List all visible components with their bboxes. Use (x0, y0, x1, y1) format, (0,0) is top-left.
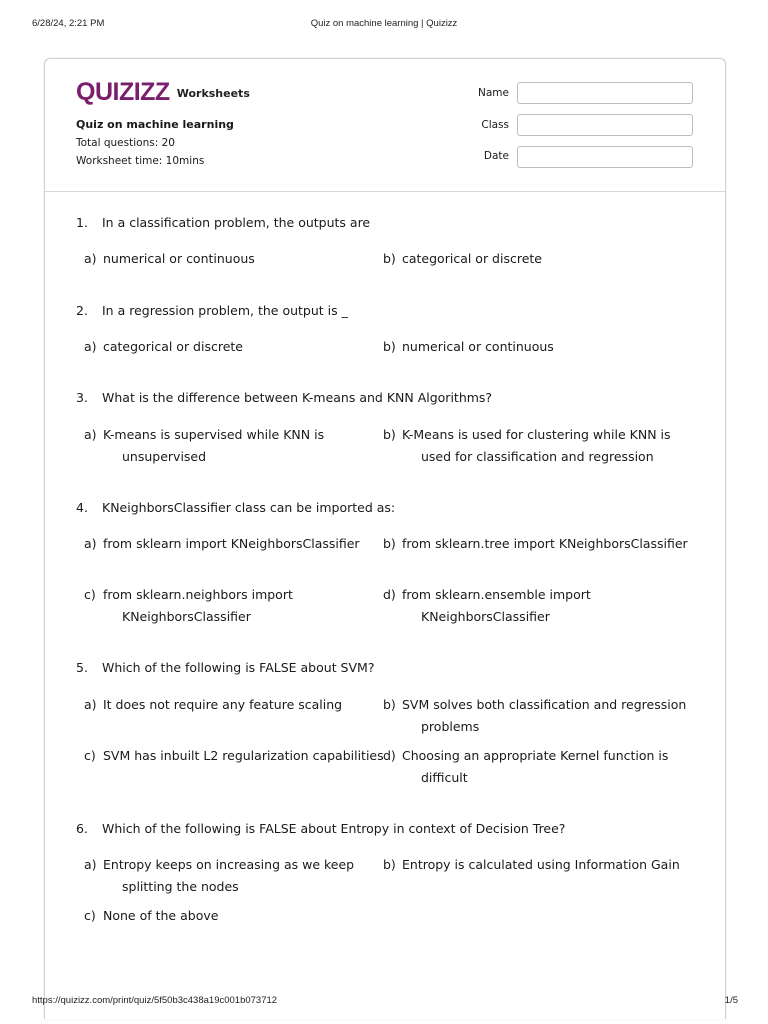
option-4d: d) from sklearn.ensemble import KNeighborsClassifier (383, 587, 591, 624)
option-3b: b) K-Means is used for clustering while KNN is used for classification and regression (383, 427, 671, 464)
question-number: 1. (76, 215, 88, 230)
name-label: Name (478, 87, 509, 99)
print-doc-title: Quiz on machine learning | Quizizz (310, 18, 458, 29)
option-4b: b) from sklearn.tree import KNeighborsClassifier (383, 536, 688, 551)
option-text: from sklearn.neighbors import KNeighborsClassifier (103, 587, 293, 624)
option-6a: a) Entropy keeps on increasing as we keep splitting the nodes (84, 857, 355, 894)
name-field[interactable] (517, 82, 693, 104)
option-text: numerical or continuous (402, 339, 554, 354)
option-text: Choosing an appropriate Kernel function is difficult (402, 748, 669, 785)
question-text: In a classification problem, the outputs are (102, 215, 371, 230)
question-text: In a regression problem, the output is _ (102, 303, 348, 318)
option-text: categorical or discrete (103, 339, 243, 354)
question-text: What is the difference between K-means and KNN Algorithms? (102, 390, 493, 405)
option-2b: b) numerical or continuous (383, 339, 554, 354)
option-5c: c) SVM has inbuilt L2 regularization capabilities (84, 748, 384, 763)
class-label: Class (481, 119, 509, 131)
option-text: K-means is supervised while KNN is unsupervised (103, 427, 325, 464)
class-field[interactable] (517, 114, 693, 136)
option-6c: c) None of the above (84, 908, 219, 923)
option-4a: a) from sklearn import KNeighborsClassifier (84, 536, 360, 551)
brand (76, 79, 250, 105)
question-number: 4. (76, 500, 88, 515)
logo-subtitle: Worksheets (176, 87, 250, 100)
option-6b: b) Entropy is calculated using Information Gain (383, 857, 680, 872)
option-3a: a) K-means is supervised while KNN is unsupervised (84, 427, 325, 464)
option-text: numerical or continuous (103, 251, 255, 266)
print-datetime: 6/28/24, 2:21 PM (32, 18, 105, 29)
print-url[interactable]: https://quizizz.com/print/quiz/5f50b3c438a19c001b073712 (32, 995, 278, 1006)
question-number: 2. (76, 303, 88, 318)
date-label: Date (483, 150, 509, 162)
option-text: K-Means is used for clustering while KNN is used for classification and regression (402, 427, 671, 464)
question-number: 5. (76, 660, 88, 675)
option-text: from sklearn.tree import KNeighborsClassifier (402, 536, 688, 551)
option-text: It does not require any feature scaling (103, 697, 343, 712)
worksheet (44, 58, 726, 1019)
option-1b: b) categorical or discrete (383, 251, 542, 266)
option-text: SVM solves both classification and regression problems (402, 697, 687, 734)
worksheet-header (45, 59, 725, 192)
option-5d: d) Choosing an appropriate Kernel function is difficult (383, 748, 669, 785)
option-4c: c) from sklearn.neighbors import KNeighborsClassifier (84, 587, 293, 624)
page-number: 1/5 (724, 995, 738, 1006)
option-5b: b) SVM solves both classification and regression problems (383, 697, 687, 734)
question-number: 3. (76, 390, 88, 405)
question-number: 6. (76, 821, 88, 836)
option-text: categorical or discrete (402, 251, 542, 266)
date-field[interactable] (517, 146, 693, 168)
question-text: Which of the following is FALSE about Entropy in context of Decision Tree? (102, 821, 566, 836)
question-text: KNeighborsClassifier class can be imported as: (102, 500, 396, 515)
option-text: Entropy is calculated using Information Gain (402, 857, 680, 872)
total-questions: Total questions: 20 (76, 137, 175, 149)
option-text: SVM has inbuilt L2 regularization capabilities (103, 748, 384, 763)
option-2a: a) categorical or discrete (84, 339, 243, 354)
worksheet-time: Worksheet time: 10mins (76, 155, 205, 167)
option-text: None of the above (103, 908, 219, 923)
option-text: from sklearn import KNeighborsClassifier (103, 536, 360, 551)
option-5a: a) It does not require any feature scaling (84, 697, 343, 712)
option-text: from sklearn.ensemble import KNeighborsClassifier (402, 587, 591, 624)
quizizz-logo: QUIZIZZ (76, 78, 170, 106)
question-text: Which of the following is FALSE about SVM? (102, 660, 375, 675)
quiz-title: Quiz on machine learning (76, 118, 234, 131)
option-text: Entropy keeps on increasing as we keep splitting the nodes (103, 857, 355, 894)
option-1a: a) numerical or continuous (84, 251, 255, 266)
